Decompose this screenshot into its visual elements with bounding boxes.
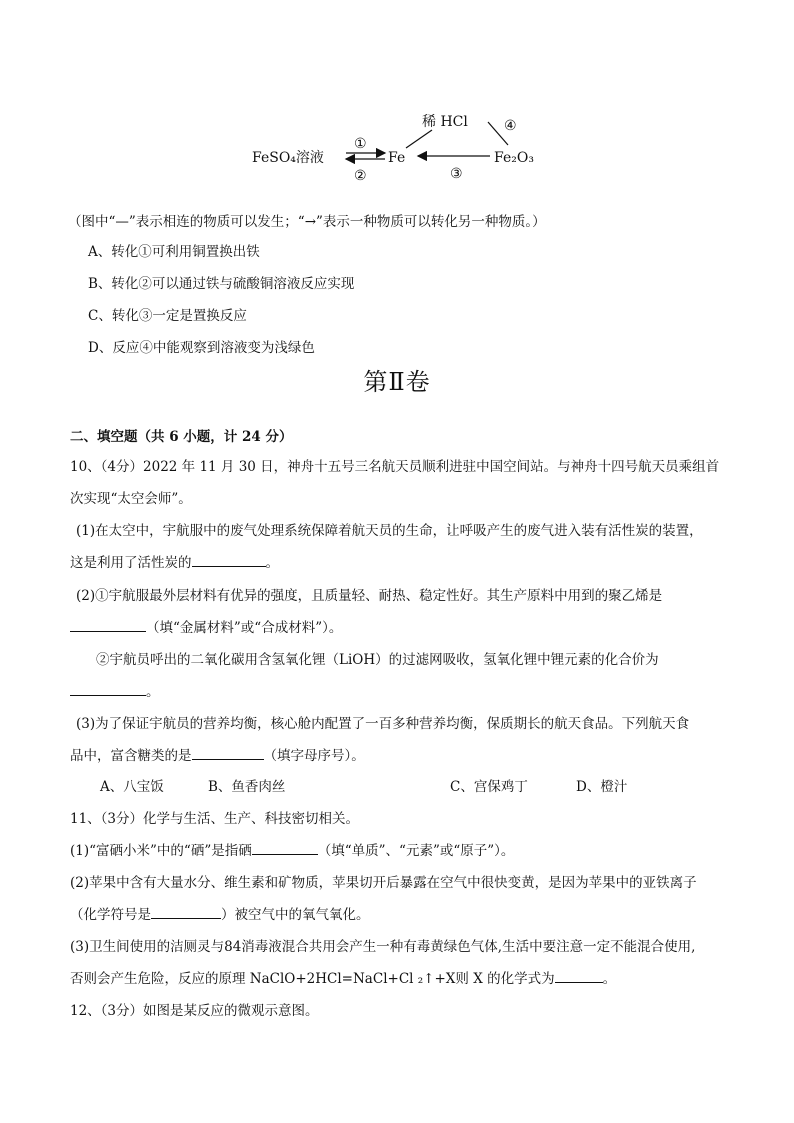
q11-blank-1[interactable] [252, 840, 318, 855]
q10-p1a-text: (1)在太空中，宇航服中的废气处理系统保障着航天员的生命，让呼吸产生的废气进入装有活性炭的装置， [76, 523, 703, 539]
q10-p3b-text: 品中，富含糖类的是 [70, 748, 192, 764]
q10-line2-text: 次实现“太空会师”。 [70, 491, 192, 507]
option-a-text: A、转化①可利用铜置换出铁 [88, 244, 260, 260]
option-b-text: B、转化②可以通过铁与硫酸铜溶液反应实现 [88, 276, 355, 292]
q11-p3b-text: 否则会产生危险，反应的原理 NaClO+2HCl=NaCl+Cl ₂↑+X则 X 的化学式为 [70, 971, 555, 987]
note-text: （图中“—”表示相连的物质可以发生；“→”表示一种物质可以转化另一种物质。） [68, 214, 546, 230]
section-title-text: 二、填空题（共 6 小题，计 24 分） [70, 429, 293, 445]
q11-p2a-text: (2)苹果中含有大量水分、维生素和矿物质，苹果切开后暴露在空气中很快变黄，是因为苹果中的亚铁离子 [70, 875, 697, 891]
label-n4: ④ [504, 118, 517, 134]
q10-blank-4[interactable] [192, 745, 264, 760]
q11-blank-3[interactable] [555, 968, 603, 983]
q10-blank-1[interactable] [192, 552, 266, 567]
label-feso4: FeSO₄溶液 [252, 150, 324, 166]
label-n2: ② [354, 168, 367, 184]
part-title: 第Ⅱ卷 [363, 368, 431, 396]
q11-p3a-text: (3)卫生间使用的洁厕灵与84消毒液混合共用会产生一种有毒黄绿色气体,生活中要注意一定不能混合使用, [70, 939, 696, 955]
label-hcl: 稀 HCl [422, 114, 468, 130]
q11-line1-text: 11、（3分）化学与生活、生产、科技密切相关。 [70, 811, 360, 827]
q10-p1b-post: 。 [265, 555, 279, 571]
q10-blank-2[interactable] [70, 617, 146, 632]
label-n1: ① [354, 136, 367, 152]
q11-p1-post: （填“单质”、“元素”或“原子”）。 [317, 843, 515, 859]
q10-p3b-post: （填字母序号）。 [263, 748, 365, 764]
q10-line1-text: 10、（4分）2022 年 11 月 30 日，神舟十五号三名航天员顺利进驻中国空间站。与神舟十四号航天员乘组首 [70, 459, 720, 475]
diagram-svg [240, 100, 560, 190]
q10-p1b-text: 这是利用了活性炭的 [70, 555, 192, 571]
q11-p2b-text: （化学符号是 [70, 907, 151, 923]
label-n3: ③ [450, 166, 463, 182]
q10-p2a-text: (2)①宇航服最外层材料有优异的强度，且质量轻、耐热、稳定性好。其生产原料中用到的聚乙烯是 [76, 588, 663, 604]
label-fe: Fe [388, 150, 406, 166]
q11-p1-text: (1)“富硒小米”中的“硒”是指硒 [70, 843, 252, 859]
q10-choice-a: A、八宝饭 [100, 779, 164, 795]
q10-choice-b: B、鱼香肉丝 [208, 779, 286, 795]
q11-blank-2[interactable] [151, 904, 221, 919]
q11-p2b-post: ）被空气中的氧气氧化。 [221, 907, 370, 923]
q12-line1-text: 12、（3分）如图是某反应的微观示意图。 [70, 1003, 319, 1019]
q10-p2d-text: 。 [146, 684, 160, 700]
link-fe-hcl [406, 130, 432, 148]
q11-p3b-post: 。 [602, 971, 617, 987]
label-fe2o3: Fe₂O₃ [494, 150, 534, 166]
q10-p3a-text: (3)为了保证宇航员的营养均衡，核心舱内配置了一百多种营养均衡，保质期长的航天食品。下列航天食 [76, 716, 690, 732]
option-d-text: D、反应④中能观察到溶液变为浅绿色 [88, 340, 315, 356]
option-c-text: C、转化③一定是置换反应 [88, 308, 247, 324]
q10-choice-d: D、橙汁 [576, 779, 628, 795]
q10-p2c-text: ②宇航员呼出的二氧化碳用含氢氧化锂（LiOH）的过滤网吸收，氢氧化锂中锂元素的化合价为 [96, 652, 659, 668]
q10-blank-3[interactable] [70, 681, 146, 696]
iron-conversion-diagram [240, 100, 560, 190]
q10-choice-c: C、宫保鸡丁 [450, 779, 528, 795]
q10-p2b-text: （填“金属材料”或“合成材料”）。 [146, 620, 343, 636]
